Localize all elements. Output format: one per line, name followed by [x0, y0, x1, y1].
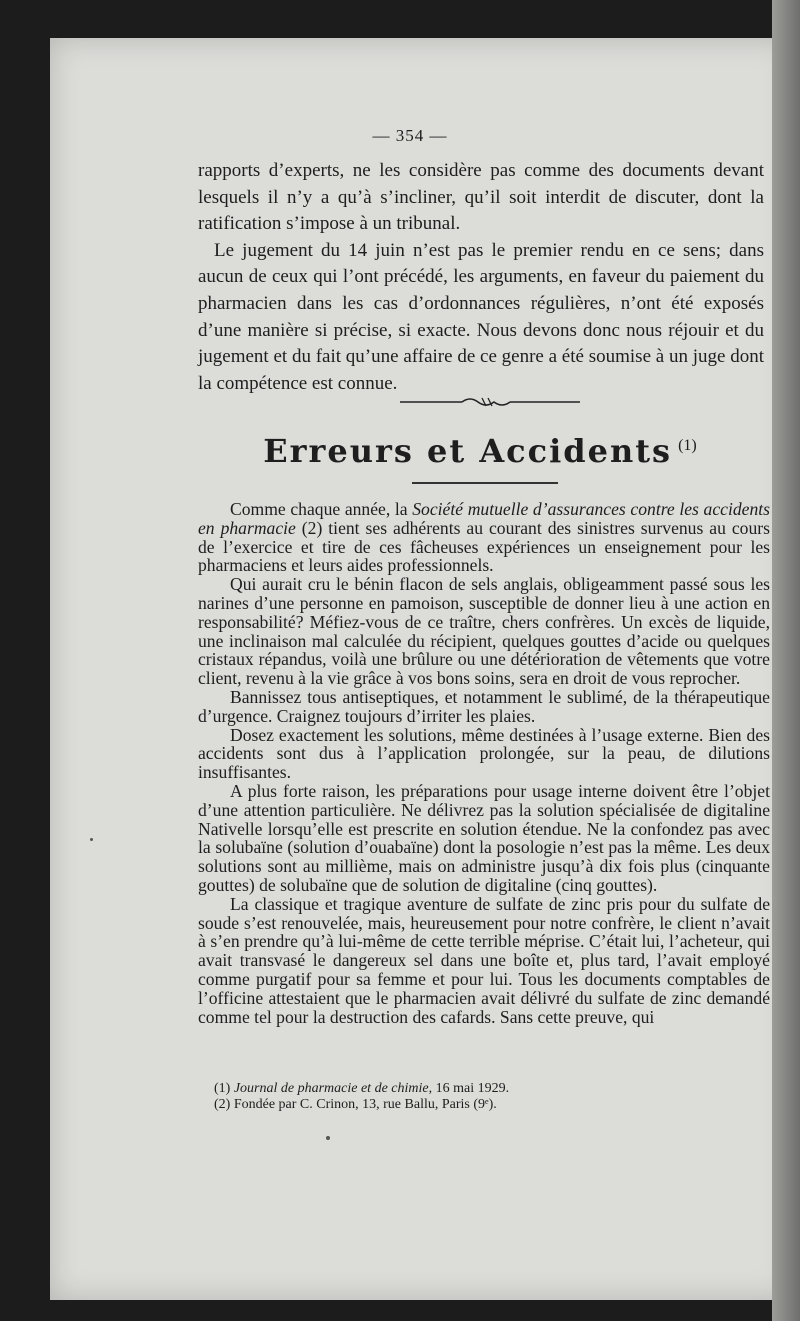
journal-title: Journal de pharmacie et de chimie [233, 1081, 429, 1096]
ink-speck [326, 1136, 330, 1140]
article-text [198, 500, 770, 1026]
section-divider-ornament [400, 394, 580, 412]
text-run: Comme chaque année, la [230, 499, 413, 519]
intro-paragraph: rapports d’experts, ne les considère pas comme des documents devant lesquels il n’y a qu’à s’incliner, qu’il soit interdit de discuter, dont la ratification s’impose à un tribunal. [198, 160, 764, 235]
title-underline [412, 482, 558, 484]
article-paragraph: La classique et tragique aventure de sulfate de zinc pris pour du sulfate de soude s’est renouvelée, mais, heureusement pour notre confrère, le client n’avait à s’en prendre qu’à lui-même de cette terrible méprise. C’était lui, l’acheteur, qui avait transvasé le dangereux sel dans une boîte et, plus tard, l’avait employé comme purgatif pour sa femme et pour lui. Tous les documents comptables de l’officine attestaient que le pharmacien avait délivré du sulfate de zinc demandé comme tel pour la destruction des cafards. Sans cette preuve, qui [198, 893, 770, 1027]
section-title-text: Erreurs et Accidents [263, 432, 673, 470]
intro-text [198, 158, 764, 397]
footnotes [214, 1081, 714, 1113]
article-paragraph: Bannissez tous antiseptiques, et notamment le sublimé, de la thérapeutique d’urgence. Craignez toujours d’irriter les plaies. [198, 686, 770, 726]
ink-speck [90, 838, 93, 841]
footnote-2: (2) Fondée par C. Crinon, 13, rue Ballu, Paris (9ᵉ). [214, 1097, 497, 1112]
society-name: Société mutuelle d’assurances contre les accidents en pharmacie [198, 499, 770, 538]
page-number: — 354 — [372, 126, 448, 145]
article-paragraph: A plus forte raison, les préparations pour usage interne doivent être l’objet d’une attention particulière. Ne délivrez pas la solution spécialisée de digitaline Nativelle lorsqu’elle est prescrite en solution étendue. Ne la confondez pas avec la solubaïne (solution d’ouabaïne) dont la posologie n’est pas la même. Les deux solutions sont au millième, mais on administre jusqu’à dix fois plus (cinquante gouttes) de solubaïne que de solution de digitaline (cinq gouttes). [198, 780, 770, 895]
article-paragraph [198, 500, 770, 575]
footnote-1 [214, 1081, 714, 1097]
section-title-footnote-mark: (1) [678, 437, 697, 455]
article-paragraph: Qui aurait cru le bénin flacon de sels anglais, obligeamment passé sous les narines d’une personne en pamoison, susceptible de donner lieu à une action en responsabilité? Méfiez-vous de ce traître, chers confrères. Un excès de liquide, une inclinaison mal calculée du récipient, quelques gouttes d’acide ou quelques cristaux répandus, voilà une brûlure ou une détérioration de vêtements que votre client, revenu à la vie grâce à vos bons soins, sera en droit de vous reprocher. [198, 574, 770, 689]
footnote-number: (1) [214, 1081, 231, 1096]
section-title [200, 432, 760, 470]
page-edge [772, 0, 800, 1321]
article-paragraph: Dosez exactement les solutions, même destinées à l’usage externe. Bien des accidents sont dus à l’application prolongée, sur la peau, de dilutions insuffisantes. [198, 724, 770, 783]
intro-paragraph: Le jugement du 14 juin n’est pas le premier rendu en ce sens; dans aucun de ceux qui l’ont précédé, les arguments, en faveur du paiement du pharmacien dans les cas d’ordonnances régulières, n’ont été exposés d’une manière si précise, si exacte. Nous devons donc nous réjouir et du jugement et du fait qu’une affaire de ce genre a été soumise à un juge dont la compétence est connue. [198, 239, 764, 394]
text-run: , 16 mai 1929. [428, 1081, 510, 1096]
text-run: (2) tient ses adhérents au courant des sinistres survenus au cours de l’exercice et tire de ces fâcheuses expériences un enseignement pour les pharmaciens et leurs aides professionnels. [198, 517, 770, 576]
